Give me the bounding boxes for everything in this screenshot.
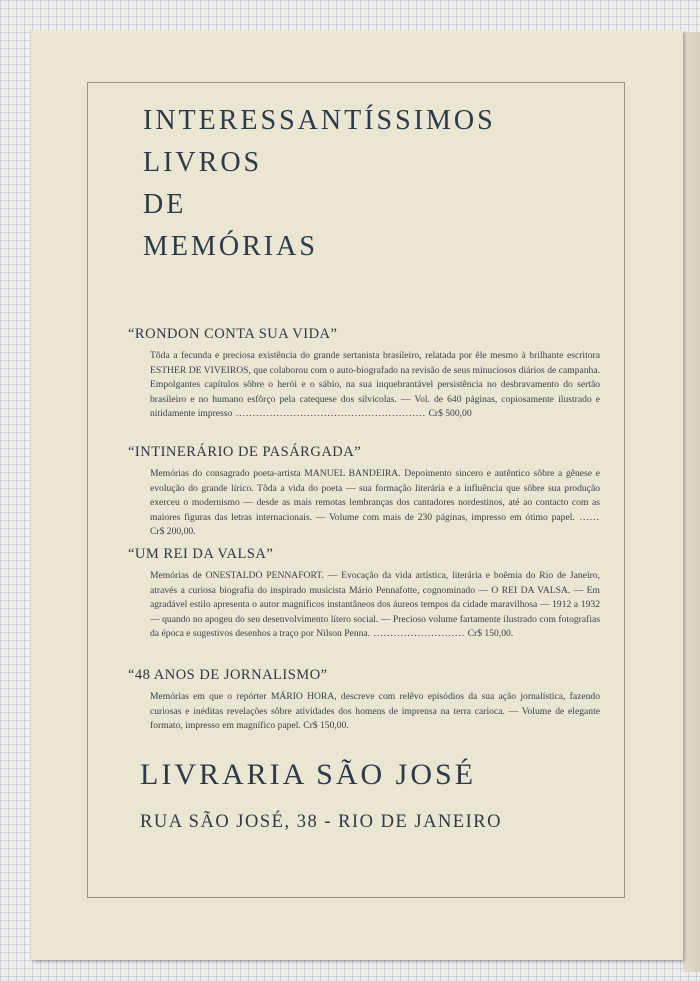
book-price: Cr$ 150,00. bbox=[303, 720, 349, 732]
book-title: “RONDON CONTA SUA VIDA” bbox=[128, 326, 338, 342]
book-price: Cr$ 150,00. bbox=[467, 628, 514, 640]
title-line: DE bbox=[143, 189, 187, 220]
book-entry bbox=[128, 326, 600, 422]
book-description bbox=[150, 569, 600, 642]
title-line: LIVROS bbox=[143, 147, 263, 178]
book-entry bbox=[128, 444, 600, 540]
description-text: Memórias de ONESTALDO PENNAFORT. — Evocação da vida artística, literária e boêmia do Rio de Janeiro, através a curiosa biografia do inspirado musicista Mário Pennafotte, cognominado — O REI DA VALSA. — Em agradável estilo apresenta o autor magníficos instantâneos dos áureos tempos da cidade maravilhosa — 1912 a 1932 — quando no apogeu do seu desenvolvimento lítero social. — Precioso volume fartamente ilustrado com fotografias da época e sugestivos desenhos a traço por Nilson Penna. bbox=[150, 570, 600, 640]
book-description bbox=[150, 690, 600, 734]
book-entry bbox=[128, 546, 600, 642]
bookstore-address: RUA SÃO JOSÉ, 38 - RIO DE JANEIRO bbox=[140, 812, 502, 832]
book-entry bbox=[128, 667, 600, 734]
page-title bbox=[143, 100, 496, 268]
bookstore-name: LIVRARIA SÃO JOSÉ bbox=[140, 758, 477, 791]
description-text: Memórias do consagrado poeta-artista MANUEL BANDEIRA. Depoimento sincero e autêntico sôbre a gênese e evolução do grande lírico. Tôda a vida do poeta — sua formação literária e a influência que sôbre sua produção exerceu o modernismo — desde as mais remotas lembranças dos cantadores nordestinos, até ao contacto com as maiores figuras das letras internacionais. — Volume com mais de 230 páginas, impresso em ótimo papel. bbox=[150, 468, 600, 523]
title-line: MEMÓRIAS bbox=[143, 231, 318, 262]
book-price: Cr$ 200,00. bbox=[150, 526, 196, 538]
page-edge bbox=[683, 32, 700, 972]
book-description bbox=[150, 349, 600, 422]
title-line: INTERESSANTÍSSIMOS bbox=[143, 105, 496, 136]
book-price: Cr$ 500,00 bbox=[428, 408, 472, 420]
description-text: Memórias em que o repórter MÁRIO HORA, descreve com relêvo episódios da sua ação jornalística, fazendo curiosas e inéditas revelações sôbre atividades dos homens de imprensa na terra carioca. — Volume de elegante formato, impresso em magnífico papel. bbox=[150, 691, 600, 732]
book-title: “INTINERÁRIO DE PASÁRGADA” bbox=[128, 444, 362, 460]
dot-leader: ...... bbox=[574, 511, 601, 523]
book-title: “UM REI DA VALSA” bbox=[128, 546, 274, 562]
dot-leader: ........................... bbox=[370, 628, 466, 640]
dot-leader: ........................................................ bbox=[232, 408, 427, 420]
description-text: Tôda a fecunda e preciosa existência do grande sertanista brasileiro, relatada por êle mesmo à brilhante escritora ESTHER DE VIVEIROS, que colaborou com o auto-biografado na revisão de seus minuciosos diários de campanha. Empolgantes capítulos sôbre o herói e o sábio, na sua inquebrantável persistência no desbravamento do sertão brasileiro e no humano esfôrço pela catequese dos silvícolas. — Vol. de 640 páginas, copiosamente ilustrado e nitidamente impresso bbox=[150, 350, 600, 420]
book-title: “48 ANOS DE JORNALISMO” bbox=[128, 667, 328, 683]
book-description bbox=[150, 467, 600, 540]
